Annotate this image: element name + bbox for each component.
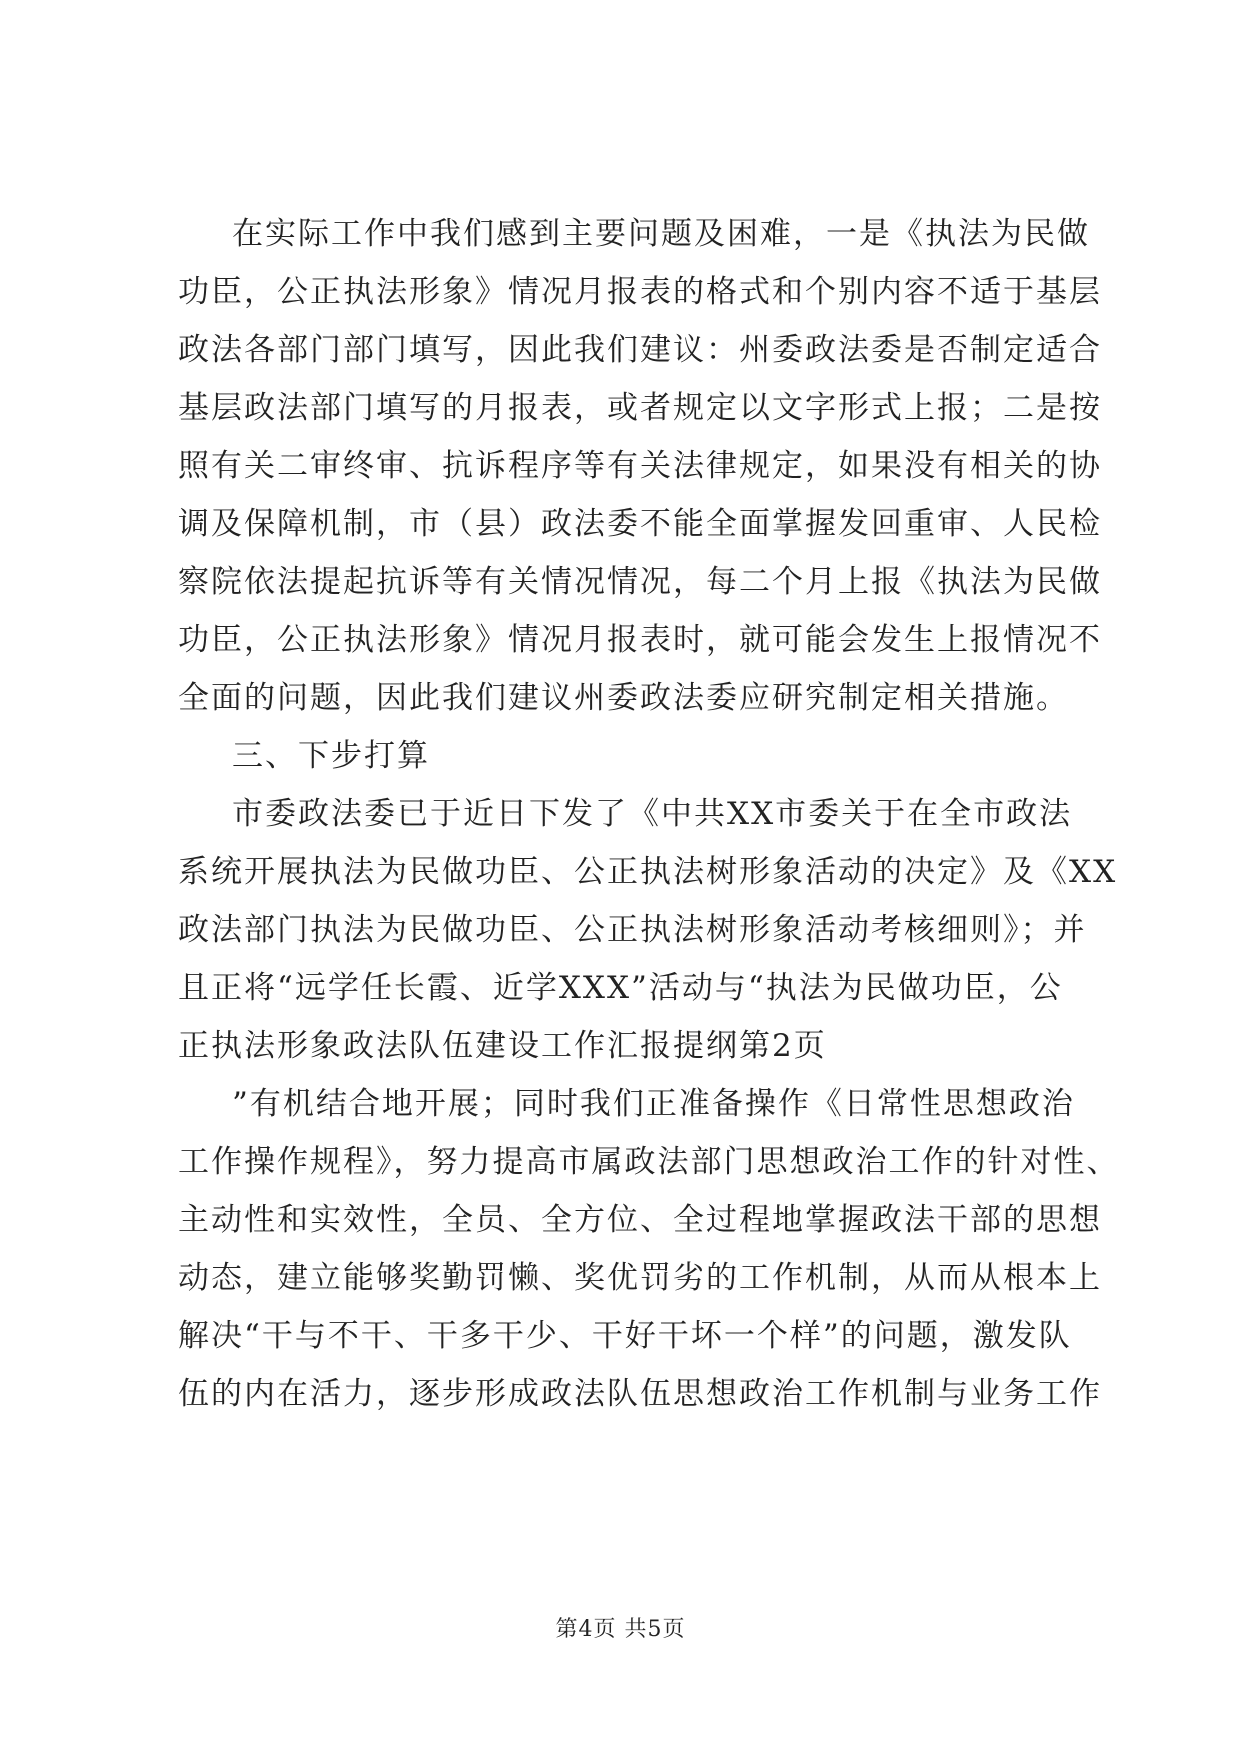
paragraph-line: 察院依法提起抗诉等有关情况情况，每二个月上报《执法为民做 bbox=[178, 564, 1102, 600]
paragraph-line: 功臣，公正执法形象》情况月报表的格式和个别内容不适于基层 bbox=[178, 274, 1102, 310]
section-heading: 三、下步打算 bbox=[232, 738, 430, 774]
paragraph-line: 在实际工作中我们感到主要问题及困难，一是《执法为民做 bbox=[232, 216, 1090, 252]
paragraph-line: 全面的问题，因此我们建议州委政法委应研究制定相关措施。 bbox=[178, 680, 1069, 716]
paragraph-line: 主动性和实效性，全员、全方位、全过程地掌握政法干部的思想 bbox=[178, 1202, 1102, 1238]
document-body bbox=[178, 205, 1120, 1423]
paragraph-line: 功臣，公正执法形象》情况月报表时，就可能会发生上报情况不 bbox=[178, 622, 1102, 658]
paragraph-line: ”有机结合地开展；同时我们正准备操作《日常性思想政治 bbox=[232, 1086, 1075, 1122]
paragraph-line: 解决“干与不干、干多干少、干好干坏一个样”的问题，激发队 bbox=[178, 1318, 1072, 1354]
paragraph-line: 动态，建立能够奖勤罚懒、奖优罚劣的工作机制，从而从根本上 bbox=[178, 1260, 1102, 1296]
paragraph-line: 政法各部门部门填写，因此我们建议：州委政法委是否制定适合 bbox=[178, 332, 1102, 368]
paragraph-line: 照有关二审终审、抗诉程序等有关法律规定，如果没有相关的协 bbox=[178, 448, 1102, 484]
paragraph-line: 系统开展执法为民做功臣、公正执法树形象活动的决定》及《XX bbox=[178, 854, 1118, 890]
paragraph-line: 市委政法委已于近日下发了《中共XX市委关于在全市政法 bbox=[232, 796, 1073, 832]
paragraph-line: 基层政法部门填写的月报表，或者规定以文字形式上报；二是按 bbox=[178, 390, 1102, 426]
paragraph-line: 工作操作规程》，努力提高市属政法部门思想政治工作的针对性、 bbox=[178, 1144, 1120, 1180]
paragraph-line: 且正将“远学任长霞、近学XXX”活动与“执法为民做功臣，公 bbox=[178, 970, 1063, 1006]
page-number-footer: 第4页 共5页 bbox=[555, 1617, 686, 1642]
paragraph-line: 正执法形象政法队伍建设工作汇报提纲第2页 bbox=[178, 1028, 827, 1064]
paragraph-line: 调及保障机制，市（县）政法委不能全面掌握发回重审、人民检 bbox=[178, 506, 1102, 542]
paragraph-line: 伍的内在活力，逐步形成政法队伍思想政治工作机制与业务工作 bbox=[178, 1376, 1102, 1412]
paragraph-line: 政法部门执法为民做功臣、公正执法树形象活动考核细则》；并 bbox=[178, 912, 1087, 948]
